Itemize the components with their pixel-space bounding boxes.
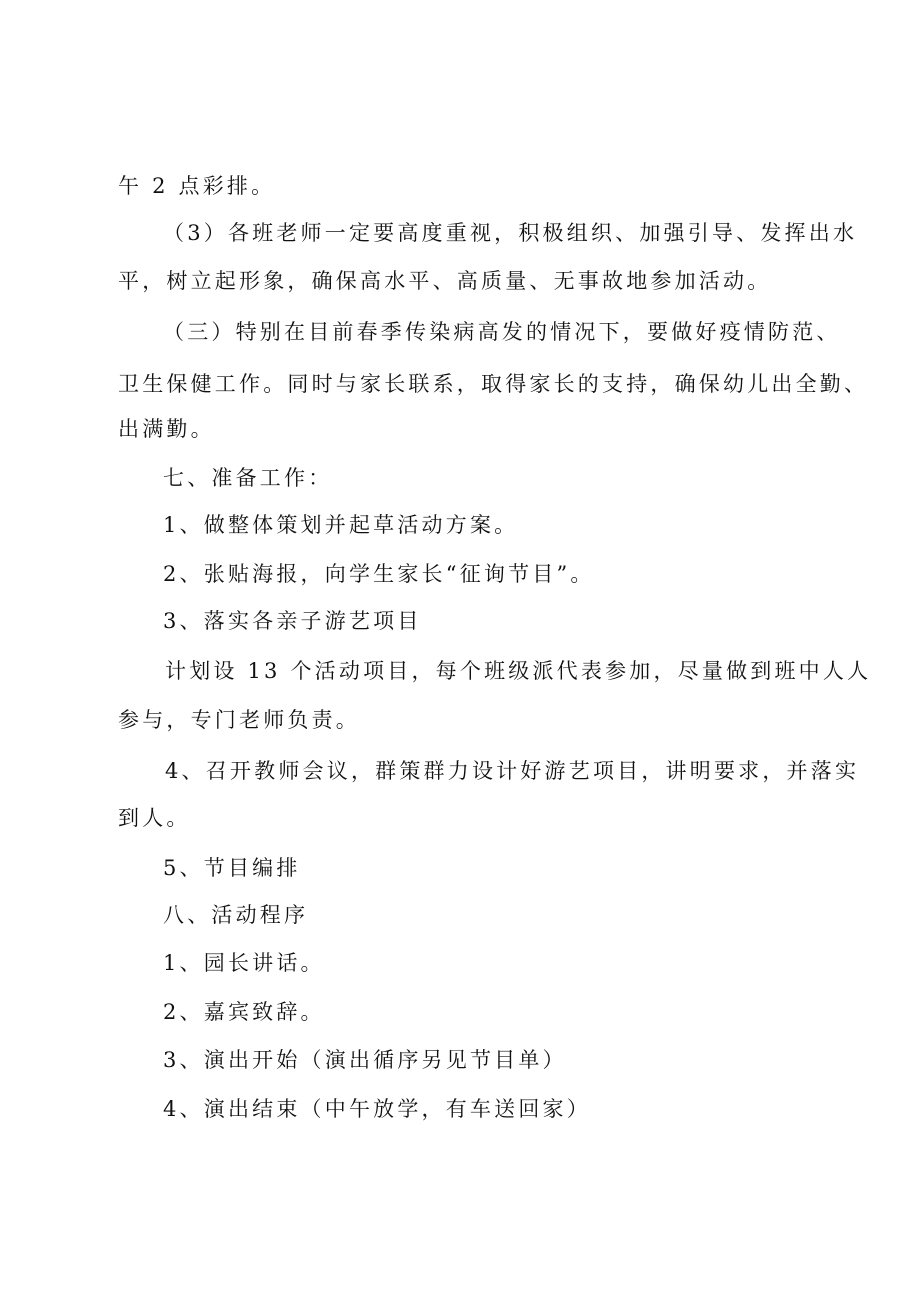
paragraph-line: 平，树立起形象，确保高水平、高质量、无事故地参加活动。 <box>118 269 772 293</box>
paragraph-line: 卫生保健工作。同时与家长联系，取得家长的支持，确保幼儿出全勤、 <box>118 372 869 396</box>
list-item: 5、节目编排 <box>163 856 301 880</box>
list-item: 1、做整体策划并起草活动方案。 <box>163 513 519 537</box>
paragraph-line: （3）各班老师一定要高度重视，积极组织、加强引导、发挥出水 <box>163 221 858 245</box>
list-item: 2、张贴海报，向学生家长“征询节目”。 <box>163 562 595 586</box>
list-item: 4、召开教师会议，群策群力设计好游艺项目，讲明要求，并落实 <box>165 759 860 783</box>
list-item: 4、演出结束（中午放学，有车送回家） <box>163 1097 591 1121</box>
list-item: 3、落实各亲子游艺项目 <box>163 609 422 633</box>
paragraph-line: （三）特别在目前春季传染病高发的情况下，要做好疫情防范、 <box>163 320 841 344</box>
paragraph-line: 到人。 <box>118 806 191 830</box>
paragraph-line: 计划设 13 个活动项目，每个班级派代表参加，尽量做到班中人人 <box>165 659 872 683</box>
section-heading: 七、准备工作： <box>163 466 333 490</box>
paragraph-line: 参与，专门老师负责。 <box>118 708 360 732</box>
paragraph-line: 出满勤。 <box>118 417 215 441</box>
list-item: 2、嘉宾致辞。 <box>163 1000 325 1024</box>
section-heading: 八、活动程序 <box>163 903 309 927</box>
paragraph-line: 午 2 点彩排。 <box>118 174 276 198</box>
list-item: 3、演出开始（演出循序另见节目单） <box>163 1048 567 1072</box>
list-item: 1、园长讲话。 <box>163 951 325 975</box>
